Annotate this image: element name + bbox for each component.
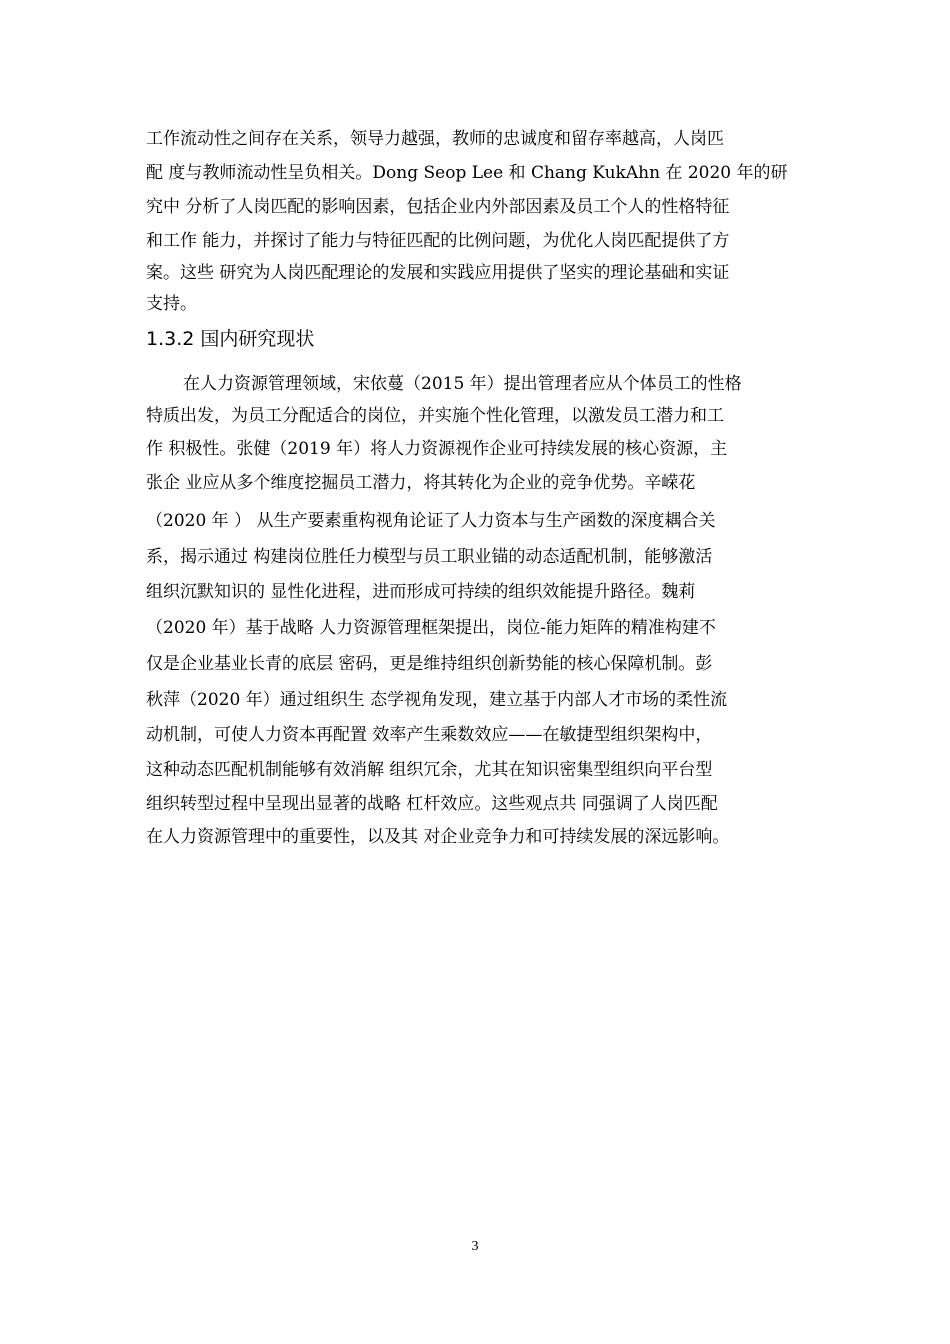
- paragraph-2-line-14: 在人力资源管理中的重要性，以及其 对企业竞争力和可持续发展的深远影响。: [146, 827, 730, 847]
- paragraph-2-line-11: 动机制，可使人力资本再配置 效率产生乘数效应——在敏捷型组织架构中，: [146, 725, 713, 745]
- paragraph-2-line-13: 组织转型过程中呈现出显著的战略 杠杆效应。这些观点共 同强调了人岗匹配: [146, 794, 718, 814]
- paragraph-1-line-5: 案。这些 研究为人岗匹配理论的发展和实践应用提供了坚实的理论基础和实证: [146, 263, 730, 283]
- paragraph-2-line-6: 系，揭示通过 构建岗位胜任力模型与员工职业锚的动态适配机制，能够激活: [146, 547, 713, 567]
- paragraph-2-line-10: 秋萍（2020 年）通过组织生 态学视角发现，建立基于内部人才市场的柔性流: [146, 690, 728, 710]
- page-number: 3: [471, 1239, 479, 1254]
- paragraph-1-line-2: 配 度与教师流动性呈负相关。Dong Seop Lee 和 Chang KukAhn 在 2020 年的研: [146, 163, 788, 183]
- section-heading: 1.3.2 国内研究现状: [146, 328, 315, 350]
- paragraph-2-line-7: 组织沉默知识的 显性化进程，进而形成可持续的组织效能提升路径。魏莉: [146, 582, 696, 602]
- paragraph-2-line-1: 在人力资源管理领域，宋依蔓（2015 年）提出管理者应从个体员工的性格: [183, 374, 742, 394]
- paragraph-1-line-3: 究中 分析了人岗匹配的影响因素，包括企业内外部因素及员工个人的性格特征: [146, 197, 730, 217]
- paragraph-2-line-8: （2020 年）基于战略 人力资源管理框架提出，岗位-能力矩阵的精准构建不: [146, 618, 716, 638]
- paragraph-1-line-1: 工作流动性之间存在关系，领导力越强，教师的忠诚度和留存率越高，人岗匹: [146, 129, 724, 149]
- paragraph-2-line-5: （2020 年 ） 从生产要素重构视角论证了人力资本与生产函数的深度耦合关: [146, 511, 716, 531]
- paragraph-2-line-9: 仅是企业基业长青的底层 密码，更是维持组织创新势能的核心保障机制。彭: [146, 654, 713, 674]
- paragraph-2-line-12: 这种动态匹配机制能够有效消解 组织冗余，尤其在知识密集型组织向平台型: [146, 760, 713, 780]
- paragraph-1-line-6: 支持。: [146, 294, 197, 314]
- paragraph-2-line-3: 作 积极性。张健（2019 年）将人力资源视作企业可持续发展的核心资源，主: [146, 439, 728, 459]
- paragraph-2-line-2: 特质出发，为员工分配适合的岗位，并实施个性化管理，以激发员工潜力和工: [146, 406, 724, 426]
- paragraph-2-line-4: 张企 业应从多个维度挖掘员工潜力，将其转化为企业的竞争优势。辛嵘花: [146, 473, 696, 493]
- paragraph-1-line-4: 和工作 能力，并探讨了能力与特征匹配的比例问题，为优化人岗匹配提供了方: [146, 231, 730, 251]
